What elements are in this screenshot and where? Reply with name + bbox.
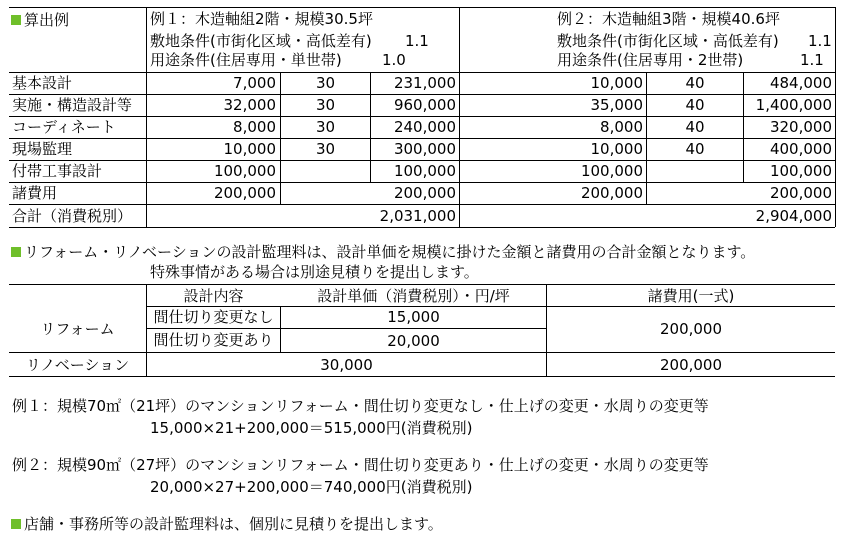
reform-intro-line2: 特殊事情がある場合は別途見積りを提出します。 bbox=[150, 263, 479, 281]
ex2-unit-price: 100,000 bbox=[580, 162, 643, 180]
ex1-area: 30 bbox=[315, 96, 336, 114]
ex1-amount: 200,000 bbox=[393, 184, 456, 202]
ex1-unit-price: 200,000 bbox=[213, 184, 276, 202]
reform-intro-line1 bbox=[11, 245, 755, 260]
ex2-amount: 400,000 bbox=[769, 140, 832, 158]
ex1-amount: 231,000 bbox=[393, 74, 456, 92]
ex2-title: 例２：木造軸組3階・規模40.6坪 bbox=[557, 10, 780, 28]
ex2-cond2: 用途条件(住居専用・2世帯) bbox=[557, 51, 744, 69]
ex2-cond2-val: 1.1 bbox=[800, 51, 824, 69]
header-content: 設計内容 bbox=[183, 287, 244, 305]
section-title-calc bbox=[11, 13, 69, 28]
ex2-unit-price: 35,000 bbox=[590, 96, 643, 114]
header-fee: 諸費用(一式) bbox=[647, 287, 735, 305]
ex1-cond1: 敷地条件(市街化区域・高低差有) bbox=[150, 32, 372, 50]
ex1-unit-price: 7,000 bbox=[233, 74, 276, 92]
row-label: 実施・構造設計等 bbox=[12, 96, 133, 114]
store-office-text: 店舗・事務所等の設計監理料は、個別に見積りを提出します。 bbox=[24, 515, 443, 533]
ex2-area: 40 bbox=[685, 96, 705, 114]
section-title-text: 算出例 bbox=[24, 11, 70, 29]
reform-intro-text: リフォーム・リノベーションの設計監理料は、設計単価を規模に掛けた金額と諸費用の合計金額となります。 bbox=[24, 243, 756, 261]
ex2-unit-price: 10,000 bbox=[590, 74, 643, 92]
ex1-unit-price: 100,000 bbox=[213, 162, 276, 180]
total-label: 合計（消費税別） bbox=[12, 207, 133, 225]
row-label: 基本設計 bbox=[12, 74, 73, 92]
example2-line1: 例２：規模90㎡（27坪）のマンションリフォーム・間仕切り変更あり・仕上げの変更・水周りの変更等 bbox=[12, 456, 709, 474]
example1-line2: 15,000×21+200,000＝515,000円(消費税別) bbox=[150, 419, 473, 437]
ex1-area: 30 bbox=[315, 118, 336, 136]
row-label: 現場監理 bbox=[12, 140, 73, 158]
ex1-amount: 960,000 bbox=[393, 96, 456, 114]
row-label: 付帯工事設計 bbox=[12, 162, 103, 180]
ex1-unit-price: 10,000 bbox=[223, 140, 276, 158]
bullet-square-icon bbox=[11, 15, 21, 25]
reform-label: リフォーム bbox=[40, 320, 115, 338]
store-office-note bbox=[11, 517, 443, 532]
ex2-amount: 484,000 bbox=[769, 74, 832, 92]
row-label: 諸費用 bbox=[12, 184, 58, 202]
ex2-amount: 200,000 bbox=[769, 184, 832, 202]
ex1-amount: 240,000 bbox=[393, 118, 456, 136]
total-ex1: 2,031,000 bbox=[379, 207, 456, 225]
renovation-price: 30,000 bbox=[320, 356, 373, 374]
ex1-cond2: 用途条件(住居専用・単世帯) bbox=[150, 51, 342, 69]
ex1-cond1-val: 1.1 bbox=[405, 32, 429, 50]
ex1-unit-price: 8,000 bbox=[233, 118, 276, 136]
ex1-area: 30 bbox=[315, 140, 336, 158]
example1-line1: 例１：規模70㎡（21坪）のマンションリフォーム・間仕切り変更なし・仕上げの変更・水周りの変更等 bbox=[12, 397, 709, 415]
reform-fee: 200,000 bbox=[659, 320, 723, 338]
ex2-amount: 1,400,000 bbox=[755, 96, 832, 114]
ex2-area: 40 bbox=[685, 118, 705, 136]
total-ex2: 2,904,000 bbox=[755, 207, 832, 225]
renovation-fee: 200,000 bbox=[659, 356, 723, 374]
ex1-amount: 300,000 bbox=[393, 140, 456, 158]
renovation-label: リノベーション bbox=[25, 356, 130, 374]
row-label: コーディネート bbox=[12, 118, 116, 136]
ex2-unit-price: 8,000 bbox=[600, 118, 643, 136]
ex2-unit-price: 200,000 bbox=[580, 184, 643, 202]
ex1-amount: 100,000 bbox=[393, 162, 456, 180]
bullet-square-icon bbox=[11, 519, 21, 529]
ex1-unit-price: 32,000 bbox=[223, 96, 276, 114]
ex2-amount: 320,000 bbox=[769, 118, 832, 136]
ex2-unit-price: 10,000 bbox=[590, 140, 643, 158]
reform-sub2-price: 20,000 bbox=[387, 332, 440, 350]
header-unit-price: 設計単価（消費税別）・円/坪 bbox=[317, 287, 510, 305]
ex2-area: 40 bbox=[685, 140, 705, 158]
bullet-square-icon bbox=[11, 247, 21, 257]
ex1-cond2-val: 1.0 bbox=[382, 51, 406, 69]
ex2-area: 40 bbox=[685, 74, 705, 92]
ex2-cond1-val: 1.1 bbox=[808, 32, 832, 50]
ex2-amount: 100,000 bbox=[769, 162, 832, 180]
ex2-cond1: 敷地条件(市街化区域・高低差有) bbox=[557, 32, 779, 50]
ex1-area: 30 bbox=[315, 74, 336, 92]
reform-sub1: 間仕切り変更なし bbox=[153, 308, 274, 326]
reform-sub1-price: 15,000 bbox=[387, 308, 440, 326]
example2-line2: 20,000×27+200,000＝740,000円(消費税別) bbox=[150, 478, 473, 496]
ex1-title: 例１：木造軸組2階・規模30.5坪 bbox=[150, 10, 373, 28]
reform-sub2: 間仕切り変更あり bbox=[153, 331, 274, 349]
